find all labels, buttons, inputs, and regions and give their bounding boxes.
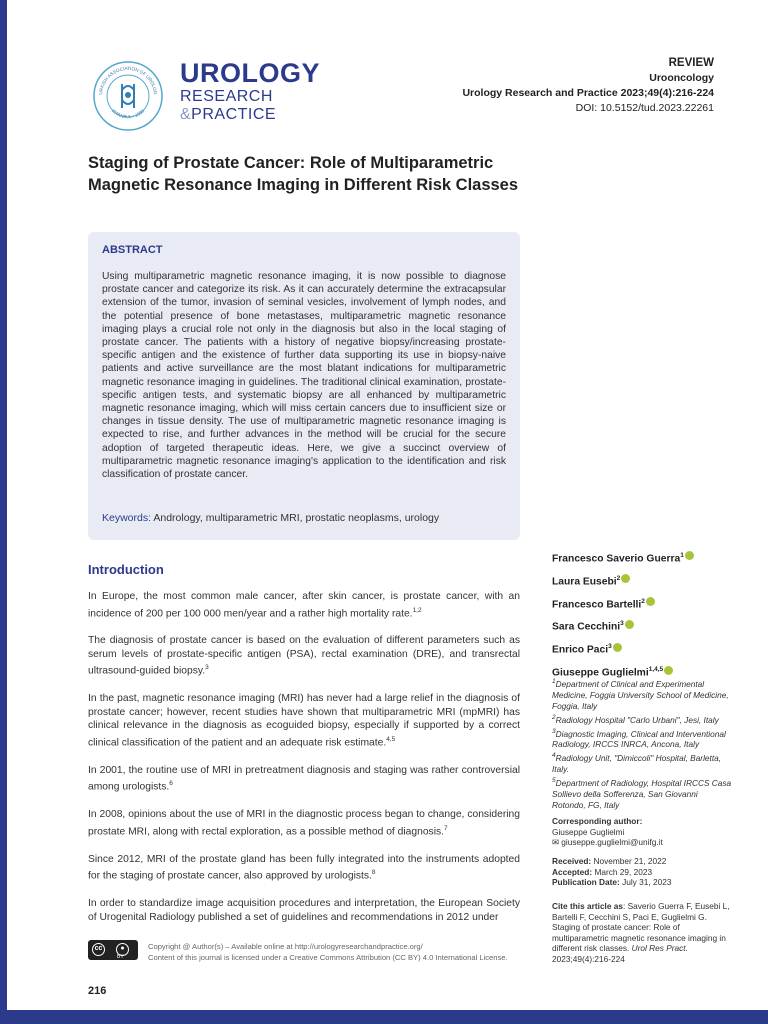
svg-text:ISTANBUL • 1933: ISTANBUL • 1933 [110,108,146,120]
body-column [88,590,520,938]
author-name: Sara Cecchini$^3$ [552,614,732,637]
journal-logo [180,58,320,124]
orcid-icon[interactable] [646,597,655,606]
license-text [148,941,548,963]
orcid-icon[interactable] [664,666,673,675]
article-header-info [462,56,714,116]
citation-ref[interactable]: 1,2 [412,606,422,614]
article-section: Urooncology [649,72,714,84]
logo-research: RESEARCH [180,88,273,105]
affiliation: $^1$Department of Clinical and Experimental Medicine, Foggia University School of Medicine, Foggia, Italy [552,678,729,711]
abstract-heading: ABSTRACT [102,244,163,256]
affiliation: $^5$Department of Radiology, Hospital IRCCS Casa Sollievo della Sofferenza, San Giovanni Rotondo, FG, Italy [552,777,732,810]
citation-ref[interactable]: 6 [169,780,173,788]
orcid-icon[interactable] [621,574,630,583]
article-type: REVIEW [668,57,714,69]
affiliations [552,676,732,811]
accepted-date: Accepted: March 29, 2023 [552,866,653,877]
affiliation: $^4$Radiology Unit, "Dimiccoli" Hospital, Barletta, Italy. [552,752,722,775]
keywords [102,512,439,524]
abstract-text: Using multiparametric magnetic resonance imaging, it is now possible to diagnose prostate cancer and categorize its risk. As it can accurately determine the extracapsular extension of the tumor, invasion of seminal vesicles, involvement of lymph nodes, and the potential presence of bone metastases, multiparametric magnetic resonance imaging plays a crucial role not only in the diagnosis but also in the local staging of prostate cancer. The patients with a history of negative biopsy/increasing prostate-specific antigen and the existence of further data supporting its use in biopsy-naive patients and active surveillance are the most blatant indications for multiparametric magnetic resonance imaging in guidelines. The traditional clinical examination, prostate-specific antigen tests, and systematic biopsy are all enhanced by multiparametric magnetic resonance imaging, which will miss certain cancers due to insufficient size or changes in tissue density. The use of multiparametric magnetic resonance imaging is expected to rise, and further advances in the method will be crucial for the secure adoption of targeted therapeutic ideas. Here, we give a succinct overview of multiparametric magnetic resonance imaging's application to the identification and risk classification of prostate cancer. [102,271,506,481]
cite-this-article: Cite this article as: Saverio Guerra F, Eusebi L, Bartelli F, Cecchini S, Paci E, Guglielmi G. Staging of prostate cancer: Role of multiparametric magnetic resonance imaging in different risk classes. Urol Res Pract. 2023;49(4):216-224 [552,901,730,964]
corresponding-author [552,816,732,848]
cc-icon: cc [92,943,105,956]
corresponding-label: Corresponding author: [552,816,643,826]
corresponding-email[interactable]: giuseppe.guglielmi@unifg.it [561,837,663,847]
journal-citation: Urology Research and Practice 2023;49(4):216-224 [462,87,714,99]
intro-paragraph: The diagnosis of prostate cancer is based on the evaluation of different parameters such as serum levels of prostate-specific antigen (PSA), rectal examination (DRE), and transrectal ultrasound-guided biopsy.$^3$ [88,635,520,677]
license-line: Content of this journal is licensed under a Creative Commons Attribution (CC BY) 4.0 International License. [148,953,508,962]
bottom-accent-bar [0,1010,768,1024]
page-number: 216 [88,985,107,997]
person-icon: ● [116,943,129,956]
author-name: Enrico Paci$^3$ [552,637,732,660]
citation-ref[interactable]: 4,5 [386,735,396,743]
corresponding-name: Giuseppe Guglielmi [552,826,625,837]
copyright-line: Copyright @ Author(s) – Available online at http://urologyresearchandpractice.org/ [148,942,423,951]
intro-paragraph: In Europe, the most common male cancer, after skin cancer, is prostate cancer, with an incidence of 200 per 100 000 men/year and a rather high mortality rate.$^{1,2}$ [88,591,520,619]
author-name: Laura Eusebi$^2$ [552,569,732,592]
author-list [552,546,732,683]
affiliation: $^2$Radiology Hospital "Carlo Urbani", Jesi, Italy [552,713,719,725]
logo-practice: &PRACTICE [180,106,277,123]
orcid-icon[interactable] [613,643,622,652]
logo-urology: UROLOGY [180,58,321,88]
by-label: BY [117,954,124,960]
author-name: Francesco Bartelli$^2$ [552,592,732,615]
creative-commons-badge[interactable] [88,940,138,960]
author-name: Giuseppe Guglielmi$^{1,4,5}$ [552,660,732,683]
article-title: Staging of Prostate Cancer: Role of Multiparametric Magnetic Resonance Imaging in Different Risk Classes [88,154,519,194]
citation-ref[interactable]: 3 [205,664,209,672]
intro-paragraph: In 2001, the routine use of MRI in pretreatment diagnosis and staging was rather controversial among urologists.$^6$ [88,764,520,793]
affiliation: $^3$Diagnostic Imaging, Clinical and Interventional Radiology, IRCCS INRCA, Ancona, Italy [552,727,726,750]
abstract-box [88,232,520,540]
author-name: Francesco Saverio Guerra$^1$ [552,546,732,569]
orcid-icon[interactable] [625,620,634,629]
intro-paragraph: In the past, magnetic resonance imaging (MRI) has never had a large relief in the diagnosis of prostate cancer; however, recent studies have shown that multiparametric MRI (mpMRI) has clinical relevance in the diagnosis as ecoguided biopsy, especially if supported by a correct clinical classification of the patient and an adequate risk estimate.$^{4,5}$ [88,693,520,749]
left-accent-bar [0,0,7,1024]
citation-ref[interactable]: 7 [444,824,448,832]
received-date: Received: November 21, 2022 [552,856,667,866]
corresponding-email-row [552,837,732,848]
article-doi[interactable]: DOI: 10.5152/tud.2023.22261 [575,102,714,114]
keywords-list: Andrology, multiparametric MRI, prostatic neoplasms, urology [153,512,440,524]
svg-text:TURKISH ASSOCIATION OF UROLOGY: URKISH ASSOCIATION OF UROLOG [97,65,158,96]
introduction-heading: Introduction [88,562,164,577]
intro-paragraph: In order to standardize image acquisition procedures and interpretation, the European Society of Urogenital Radiology published a set of guidelines and recommendations in 2012 under [88,898,520,923]
association-seal-logo [92,60,164,132]
article-dates [552,856,732,888]
intro-paragraph: Since 2012, MRI of the prostate gland has been fully integrated into the instruments adopted for the staging of prostate cancer, also approved by urologists.$^8$ [88,853,520,882]
keywords-label: Keywords: [102,512,152,524]
publication-date: Publication Date: July 31, 2023 [552,877,672,887]
envelope-icon: ✉ [552,837,562,847]
intro-paragraph: In 2008, opinions about the use of MRI in the diagnostic process began to change, considering prostate MRI, along with rectal exploration, as a possible method of diagnosis.$^7$ [88,809,520,838]
citation-ref[interactable]: 8 [371,869,376,877]
orcid-icon[interactable] [685,551,694,560]
